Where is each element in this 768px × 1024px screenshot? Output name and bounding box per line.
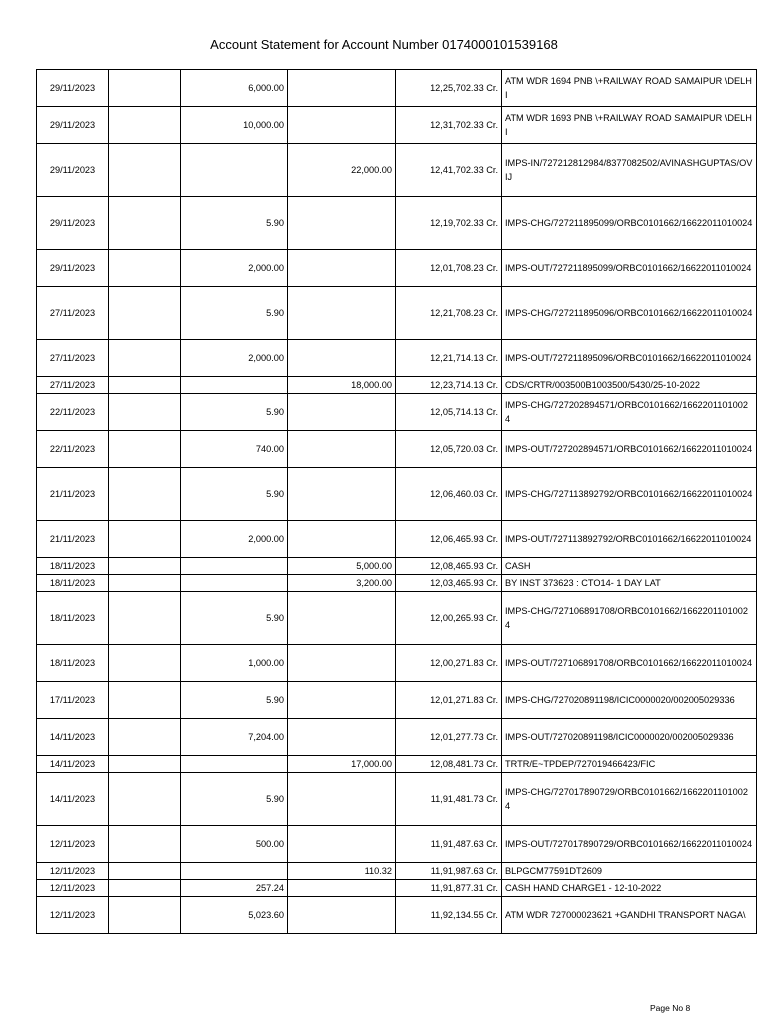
reference-cell: [109, 575, 181, 592]
table-row: [37, 719, 757, 756]
debit-cell: 6,000.00: [181, 70, 288, 107]
debit-cell: 5.90: [181, 592, 288, 645]
credit-cell: 22,000.00: [288, 144, 396, 197]
credit-cell: [288, 394, 396, 431]
reference-cell: [109, 468, 181, 521]
date-cell: 21/11/2023: [37, 521, 109, 558]
description-cell: IMPS-OUT/727017890729/ORBC0101662/16622011010024: [502, 826, 757, 863]
description-cell: IMPS-OUT/727106891708/ORBC0101662/16622011010024: [502, 645, 757, 682]
credit-cell: [288, 107, 396, 144]
credit-cell: [288, 682, 396, 719]
credit-cell: [288, 287, 396, 340]
reference-cell: [109, 719, 181, 756]
table-row: [37, 575, 757, 592]
table-row: [37, 468, 757, 521]
description-cell: IMPS-OUT/727113892792/ORBC0101662/16622011010024: [502, 521, 757, 558]
debit-cell: 1,000.00: [181, 645, 288, 682]
table-row: [37, 880, 757, 897]
reference-cell: [109, 592, 181, 645]
description-cell: IMPS-OUT/727202894571/ORBC0101662/16622011010024: [502, 431, 757, 468]
table-row: [37, 287, 757, 340]
credit-cell: 110.32: [288, 863, 396, 880]
balance-cell: 12,31,702.33 Cr.: [396, 107, 502, 144]
debit-cell: [181, 863, 288, 880]
balance-cell: 12,21,714.13 Cr.: [396, 340, 502, 377]
credit-cell: [288, 897, 396, 934]
reference-cell: [109, 682, 181, 719]
credit-cell: [288, 197, 396, 250]
date-cell: 22/11/2023: [37, 394, 109, 431]
balance-cell: 12,25,702.33 Cr.: [396, 70, 502, 107]
table-row: [37, 826, 757, 863]
description-cell: IMPS-CHG/727113892792/ORBC0101662/16622011010024: [502, 468, 757, 521]
reference-cell: [109, 880, 181, 897]
description-cell: CASH HAND CHARGE1 - 12-10-2022: [502, 880, 757, 897]
debit-cell: 5.90: [181, 394, 288, 431]
debit-cell: 2,000.00: [181, 521, 288, 558]
credit-cell: [288, 521, 396, 558]
reference-cell: [109, 897, 181, 934]
credit-cell: [288, 592, 396, 645]
date-cell: 29/11/2023: [37, 107, 109, 144]
description-cell: CDS/CRTR/003500B1003500/5430/25-10-2022: [502, 377, 757, 394]
debit-cell: [181, 144, 288, 197]
balance-cell: 12,19,702.33 Cr.: [396, 197, 502, 250]
table-row: [37, 682, 757, 719]
description-cell: CASH: [502, 558, 757, 575]
credit-cell: [288, 431, 396, 468]
balance-cell: 12,01,708.23 Cr.: [396, 250, 502, 287]
debit-cell: 5.90: [181, 682, 288, 719]
balance-cell: 12,08,481.73 Cr.: [396, 756, 502, 773]
description-cell: IMPS-CHG/727202894571/ORBC0101662/16622011010024: [502, 394, 757, 431]
balance-cell: 12,01,277.73 Cr.: [396, 719, 502, 756]
debit-cell: 2,000.00: [181, 250, 288, 287]
debit-cell: 500.00: [181, 826, 288, 863]
balance-cell: 11,91,987.63 Cr.: [396, 863, 502, 880]
description-cell: ATM WDR 727000023621 +GANDHI TRANSPORT NAGA\: [502, 897, 757, 934]
table-row: [37, 645, 757, 682]
date-cell: 17/11/2023: [37, 682, 109, 719]
date-cell: 27/11/2023: [37, 340, 109, 377]
table-row: [37, 144, 757, 197]
balance-cell: 12,06,465.93 Cr.: [396, 521, 502, 558]
debit-cell: 5.90: [181, 287, 288, 340]
balance-cell: 12,08,465.93 Cr.: [396, 558, 502, 575]
date-cell: 12/11/2023: [37, 826, 109, 863]
debit-cell: [181, 558, 288, 575]
description-cell: IMPS-CHG/727211895096/ORBC0101662/16622011010024: [502, 287, 757, 340]
description-cell: IMPS-CHG/727211895099/ORBC0101662/16622011010024: [502, 197, 757, 250]
debit-cell: 2,000.00: [181, 340, 288, 377]
reference-cell: [109, 250, 181, 287]
date-cell: 12/11/2023: [37, 863, 109, 880]
description-cell: IMPS-CHG/727017890729/ORBC0101662/16622011010024: [502, 773, 757, 826]
reference-cell: [109, 107, 181, 144]
debit-cell: 740.00: [181, 431, 288, 468]
date-cell: 29/11/2023: [37, 250, 109, 287]
date-cell: 12/11/2023: [37, 880, 109, 897]
credit-cell: 5,000.00: [288, 558, 396, 575]
balance-cell: 12,01,271.83 Cr.: [396, 682, 502, 719]
date-cell: 29/11/2023: [37, 144, 109, 197]
description-cell: IMPS-OUT/727211895096/ORBC0101662/16622011010024: [502, 340, 757, 377]
date-cell: 22/11/2023: [37, 431, 109, 468]
description-cell: IMPS-IN/727212812984/8377082502/AVINASHGUPTAS/OVIJ: [502, 144, 757, 197]
balance-cell: 12,00,271.83 Cr.: [396, 645, 502, 682]
table-row: [37, 773, 757, 826]
date-cell: 29/11/2023: [37, 70, 109, 107]
date-cell: 27/11/2023: [37, 377, 109, 394]
date-cell: 18/11/2023: [37, 558, 109, 575]
balance-cell: 12,23,714.13 Cr.: [396, 377, 502, 394]
debit-cell: [181, 756, 288, 773]
table-row: [37, 250, 757, 287]
credit-cell: [288, 250, 396, 287]
description-cell: IMPS-CHG/727106891708/ORBC0101662/16622011010024: [502, 592, 757, 645]
credit-cell: [288, 645, 396, 682]
description-cell: TRTR/E~TPDEP/727019466423/FIC: [502, 756, 757, 773]
reference-cell: [109, 377, 181, 394]
reference-cell: [109, 521, 181, 558]
credit-cell: [288, 719, 396, 756]
page-title: Account Statement for Account Number 0174000101539168: [210, 37, 558, 52]
date-cell: 21/11/2023: [37, 468, 109, 521]
date-cell: 18/11/2023: [37, 645, 109, 682]
date-cell: 14/11/2023: [37, 756, 109, 773]
balance-cell: 11,91,487.63 Cr.: [396, 826, 502, 863]
reference-cell: [109, 394, 181, 431]
debit-cell: 5.90: [181, 773, 288, 826]
debit-cell: 257.24: [181, 880, 288, 897]
table-row: [37, 431, 757, 468]
description-cell: BLPGCM77591DT2609: [502, 863, 757, 880]
table-row: [37, 592, 757, 645]
debit-cell: 5.90: [181, 468, 288, 521]
credit-cell: [288, 773, 396, 826]
date-cell: 14/11/2023: [37, 773, 109, 826]
reference-cell: [109, 144, 181, 197]
statement-body: [37, 70, 757, 934]
credit-cell: [288, 826, 396, 863]
debit-cell: 10,000.00: [181, 107, 288, 144]
balance-cell: 12,06,460.03 Cr.: [396, 468, 502, 521]
reference-cell: [109, 431, 181, 468]
credit-cell: 17,000.00: [288, 756, 396, 773]
date-cell: 18/11/2023: [37, 592, 109, 645]
reference-cell: [109, 773, 181, 826]
table-row: [37, 521, 757, 558]
balance-cell: 12,03,465.93 Cr.: [396, 575, 502, 592]
table-row: [37, 377, 757, 394]
credit-cell: [288, 340, 396, 377]
description-cell: ATM WDR 1693 PNB \+RAILWAY ROAD SAMAIPUR \DELHI: [502, 107, 757, 144]
date-cell: 29/11/2023: [37, 197, 109, 250]
balance-cell: 12,00,265.93 Cr.: [396, 592, 502, 645]
date-cell: 14/11/2023: [37, 719, 109, 756]
reference-cell: [109, 826, 181, 863]
credit-cell: 18,000.00: [288, 377, 396, 394]
reference-cell: [109, 863, 181, 880]
balance-cell: 12,41,702.33 Cr.: [396, 144, 502, 197]
description-cell: IMPS-OUT/727020891198/ICIC0000020/002005029336: [502, 719, 757, 756]
table-row: [37, 897, 757, 934]
credit-cell: [288, 468, 396, 521]
reference-cell: [109, 197, 181, 250]
debit-cell: 7,204.00: [181, 719, 288, 756]
description-cell: IMPS-CHG/727020891198/ICIC0000020/002005029336: [502, 682, 757, 719]
credit-cell: [288, 880, 396, 897]
balance-cell: 12,05,720.03 Cr.: [396, 431, 502, 468]
table-row: [37, 197, 757, 250]
statement-table: [36, 69, 757, 934]
date-cell: 12/11/2023: [37, 897, 109, 934]
date-cell: 18/11/2023: [37, 575, 109, 592]
debit-cell: [181, 377, 288, 394]
balance-cell: 12,21,708.23 Cr.: [396, 287, 502, 340]
table-row: [37, 394, 757, 431]
reference-cell: [109, 340, 181, 377]
reference-cell: [109, 287, 181, 340]
debit-cell: [181, 575, 288, 592]
credit-cell: [288, 70, 396, 107]
description-cell: IMPS-OUT/727211895099/ORBC0101662/16622011010024: [502, 250, 757, 287]
table-row: [37, 70, 757, 107]
reference-cell: [109, 70, 181, 107]
balance-cell: 11,91,481.73 Cr.: [396, 773, 502, 826]
description-cell: BY INST 373623 : CTO14- 1 DAY LAT: [502, 575, 757, 592]
table-row: [37, 558, 757, 575]
table-row: [37, 340, 757, 377]
description-cell: ATM WDR 1694 PNB \+RAILWAY ROAD SAMAIPUR \DELHI: [502, 70, 757, 107]
debit-cell: 5.90: [181, 197, 288, 250]
reference-cell: [109, 756, 181, 773]
credit-cell: 3,200.00: [288, 575, 396, 592]
table-row: [37, 756, 757, 773]
balance-cell: 12,05,714.13 Cr.: [396, 394, 502, 431]
table-row: [37, 863, 757, 880]
reference-cell: [109, 645, 181, 682]
balance-cell: 11,92,134.55 Cr.: [396, 897, 502, 934]
table-row: [37, 107, 757, 144]
page-number: Page No 8: [650, 1003, 691, 1013]
reference-cell: [109, 558, 181, 575]
debit-cell: 5,023.60: [181, 897, 288, 934]
date-cell: 27/11/2023: [37, 287, 109, 340]
balance-cell: 11,91,877.31 Cr.: [396, 880, 502, 897]
